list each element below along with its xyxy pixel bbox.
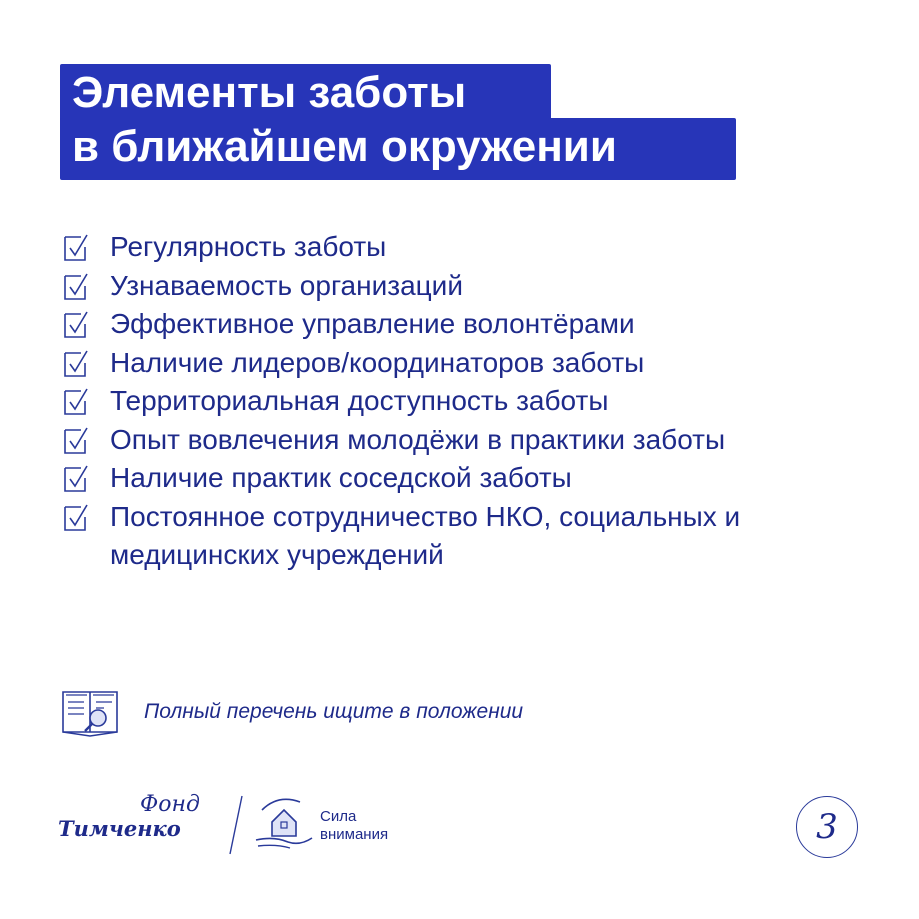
footer-divider: [226, 794, 246, 856]
checkbox-checked-icon: [61, 349, 91, 379]
checkbox-checked-icon: [61, 426, 91, 456]
checklist-item: [60, 421, 860, 460]
checklist-item-label: Узнаваемость организаций: [110, 269, 463, 301]
sila-logo-line2: внимания: [320, 826, 389, 843]
checklist: [60, 228, 860, 575]
house-hand-icon: [254, 792, 314, 854]
title-line-2: в ближайшем окружении: [60, 118, 736, 180]
checklist-item: [60, 459, 860, 498]
sila-vnimaniya-logo: [320, 808, 388, 844]
book-magnifier-icon: [60, 684, 120, 740]
note-text: Полный перечень ищите в положении: [144, 700, 524, 723]
sila-logo-line1: Сила: [320, 808, 357, 825]
checklist-item-label: Наличие практик соседской заботы: [110, 462, 572, 493]
checkbox-checked-icon: [61, 464, 91, 494]
checkbox-checked-icon: [61, 387, 91, 417]
checkbox-checked-icon: [61, 503, 91, 533]
checklist-item: [60, 267, 860, 306]
fond-logo-word1: Фонд: [140, 792, 200, 817]
page-number: 3: [796, 796, 858, 858]
fond-timchenko-logo: [58, 792, 218, 856]
title-line-1: Элементы заботы: [60, 64, 551, 122]
checklist-item: [60, 382, 860, 421]
checklist-item-label: Наличие лидеров/координаторов заботы: [110, 346, 645, 378]
checklist-item-label: Постоянное сотрудничество НКО, социальных и медицинских учреждений: [110, 500, 741, 570]
note: [60, 684, 680, 744]
fond-logo-word2: Тимченко: [58, 816, 181, 841]
checklist-item: [60, 305, 860, 344]
checklist-item-label: Эффективное управление волонтёрами: [110, 308, 635, 339]
checkbox-checked-icon: [61, 233, 91, 263]
checklist-item: [60, 228, 860, 267]
checklist-item: [60, 344, 860, 383]
checkbox-checked-icon: [61, 272, 91, 302]
checkbox-checked-icon: [61, 310, 91, 340]
checklist-item-label: Территориальная доступность заботы: [110, 385, 609, 416]
checklist-item: [60, 498, 810, 575]
checklist-item-label: Опыт вовлечения молодёжи в практики заботы: [110, 423, 726, 455]
checklist-item-label: Регулярность заботы: [110, 231, 387, 262]
